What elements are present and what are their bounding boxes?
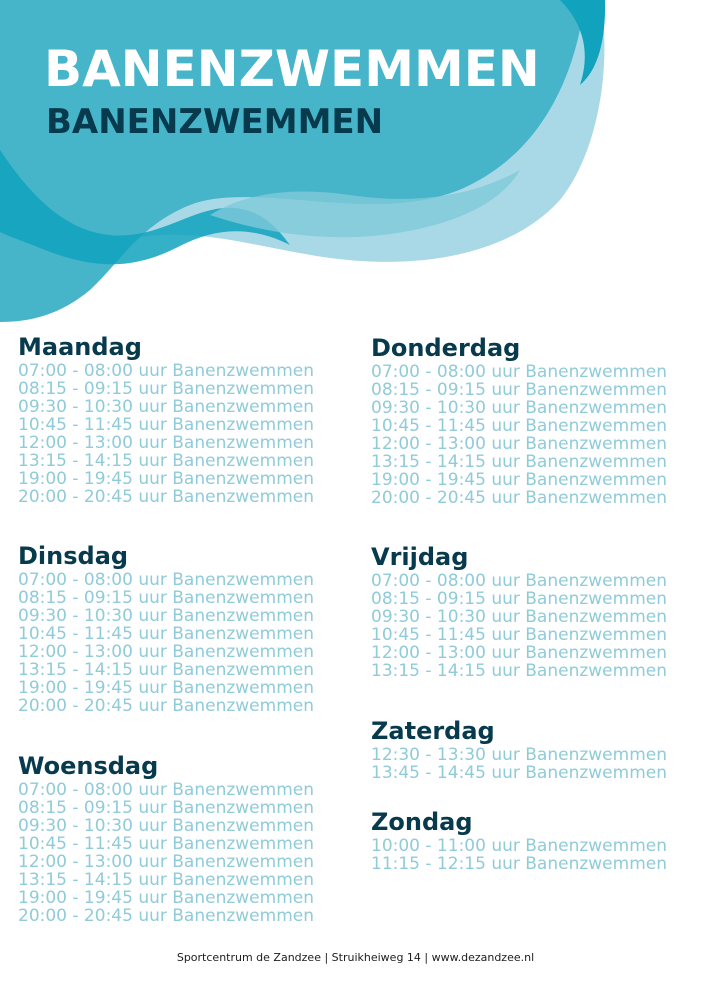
time-slot: 12:00 - 13:00 uur Banenzwemmen	[18, 642, 314, 662]
day-block-zaterdag	[371, 716, 711, 782]
day-heading: Donderdag	[371, 334, 521, 362]
time-slot: 13:45 - 14:45 uur Banenzwemmen	[371, 763, 667, 783]
time-slot: 20:00 - 20:45 uur Banenzwemmen	[371, 488, 667, 508]
time-slot: 10:00 - 11:00 uur Banenzwemmen	[371, 836, 667, 856]
time-slot: 19:00 - 19:45 uur Banenzwemmen	[18, 678, 314, 698]
time-slot: 10:45 - 11:45 uur Banenzwemmen	[18, 415, 314, 435]
time-slot: 08:15 - 09:15 uur Banenzwemmen	[371, 589, 667, 609]
time-slot: 07:00 - 08:00 uur Banenzwemmen	[18, 780, 314, 800]
time-slot: 20:00 - 20:45 uur Banenzwemmen	[18, 696, 314, 716]
time-slot: 07:00 - 08:00 uur Banenzwemmen	[18, 361, 314, 381]
time-slot-list	[371, 837, 711, 873]
time-slot: 12:00 - 13:00 uur Banenzwemmen	[371, 643, 667, 663]
time-slot-list	[371, 572, 711, 680]
time-slot: 07:00 - 08:00 uur Banenzwemmen	[371, 362, 667, 382]
time-slot: 08:15 - 09:15 uur Banenzwemmen	[18, 379, 314, 399]
time-slot: 13:15 - 14:15 uur Banenzwemmen	[18, 660, 314, 680]
time-slot: 07:00 - 08:00 uur Banenzwemmen	[371, 571, 667, 591]
day-heading: Maandag	[18, 333, 142, 361]
time-slot: 08:15 - 09:15 uur Banenzwemmen	[18, 588, 314, 608]
time-slot: 20:00 - 20:45 uur Banenzwemmen	[18, 906, 314, 926]
day-heading: Dinsdag	[18, 542, 129, 570]
day-heading: Vrijdag	[371, 543, 469, 571]
time-slot: 10:45 - 11:45 uur Banenzwemmen	[18, 624, 314, 644]
day-heading: Zaterdag	[371, 717, 495, 745]
day-heading: Woensdag	[18, 752, 159, 780]
day-block-donderdag	[371, 333, 711, 507]
footer-contact: Sportcentrum de Zandzee | Struikheiweg 14 | www.dezandzee.nl	[176, 951, 535, 964]
time-slot: 19:00 - 19:45 uur Banenzwemmen	[18, 888, 314, 908]
time-slot: 12:00 - 13:00 uur Banenzwemmen	[18, 433, 314, 453]
time-slot: 19:00 - 19:45 uur Banenzwemmen	[18, 469, 314, 489]
time-slot: 12:00 - 13:00 uur Banenzwemmen	[371, 434, 667, 454]
page-subtitle: BANENZWEMMEN	[46, 102, 384, 142]
time-slot-list	[371, 363, 711, 507]
time-slot: 09:30 - 10:30 uur Banenzwemmen	[18, 397, 314, 417]
day-block-vrijdag	[371, 542, 711, 680]
time-slot: 10:45 - 11:45 uur Banenzwemmen	[18, 834, 314, 854]
time-slot: 09:30 - 10:30 uur Banenzwemmen	[18, 816, 314, 836]
day-block-zondag	[371, 807, 711, 873]
time-slot: 10:45 - 11:45 uur Banenzwemmen	[371, 416, 667, 436]
time-slot: 08:15 - 09:15 uur Banenzwemmen	[18, 798, 314, 818]
time-slot: 07:00 - 08:00 uur Banenzwemmen	[18, 570, 314, 590]
time-slot: 09:30 - 10:30 uur Banenzwemmen	[18, 606, 314, 626]
time-slot: 12:00 - 13:00 uur Banenzwemmen	[18, 852, 314, 872]
time-slot: 12:30 - 13:30 uur Banenzwemmen	[371, 745, 667, 765]
time-slot-list	[18, 571, 358, 715]
time-slot: 20:00 - 20:45 uur Banenzwemmen	[18, 487, 314, 507]
time-slot: 08:15 - 09:15 uur Banenzwemmen	[371, 380, 667, 400]
time-slot-list	[18, 781, 358, 925]
time-slot-list	[371, 746, 711, 782]
time-slot: 19:00 - 19:45 uur Banenzwemmen	[371, 470, 667, 490]
time-slot: 11:15 - 12:15 uur Banenzwemmen	[371, 854, 667, 874]
time-slot: 09:30 - 10:30 uur Banenzwemmen	[371, 398, 667, 418]
time-slot: 10:45 - 11:45 uur Banenzwemmen	[371, 625, 667, 645]
time-slot: 13:15 - 14:15 uur Banenzwemmen	[18, 451, 314, 471]
time-slot: 13:15 - 14:15 uur Banenzwemmen	[18, 870, 314, 890]
day-heading: Zondag	[371, 808, 473, 836]
day-block-woensdag	[18, 751, 358, 925]
time-slot-list	[18, 362, 358, 506]
page-title: BANENZWEMMEN	[44, 40, 540, 98]
day-block-maandag	[18, 332, 358, 506]
time-slot: 09:30 - 10:30 uur Banenzwemmen	[371, 607, 667, 627]
time-slot: 13:15 - 14:15 uur Banenzwemmen	[371, 661, 667, 681]
day-block-dinsdag	[18, 541, 358, 715]
time-slot: 13:15 - 14:15 uur Banenzwemmen	[371, 452, 667, 472]
